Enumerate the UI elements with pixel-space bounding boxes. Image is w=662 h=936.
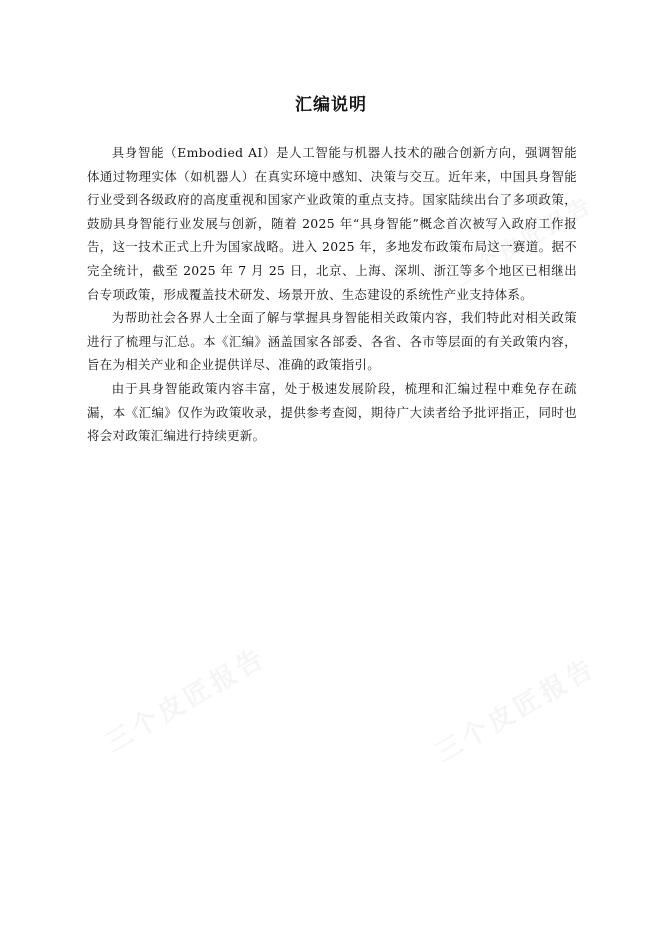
paragraph: 为帮助社会各界人士全面了解与掌握具身智能相关政策内容，我们特此对相关政策进行了梳理与汇总。本《汇编》涵盖国家各部委、各省、各市等层面的有关政策内容，旨在为相关产业和企业提供详尽、准确的政策指引。 bbox=[87, 310, 577, 373]
page-title: 汇编说明 bbox=[295, 95, 367, 115]
watermark bbox=[428, 647, 602, 769]
body-text bbox=[87, 141, 577, 448]
paragraph: 具身智能（Embodied AI）是人工智能与机器人技术的融合创新方向，强调智能体通过物理实体（如机器人）在真实环境中感知、决策与交互。近年来，中国具身智能行业受到各级政府的高度重视和国家产业政策的重点支持。国家陆续出台了多项政策，鼓励具身智能行业发展与创新，随着 2025 年“具身智能”概念首次被写入政府工作报告，这一技术正式上升为国家战略。进入 2025 年，多地发布政策布局这一赛道。据不完全统计，截至 2025 年 7 月 25 日，北京、上海、深圳、浙江等多个地区已相继出台专项政策，形成覆盖技术研发、场景开放、生态建设的系统性产业支持体系。 bbox=[87, 145, 577, 302]
watermark bbox=[98, 637, 272, 759]
paragraph: 由于具身智能政策内容丰富，处于极速发展阶段，梳理和汇编过程中难免存在疏漏，本《汇编》仅作为政策收录，提供参考查阅，期待广大读者给予批评指正，同时也将会对政策汇编进行持续更新。 bbox=[87, 380, 577, 444]
